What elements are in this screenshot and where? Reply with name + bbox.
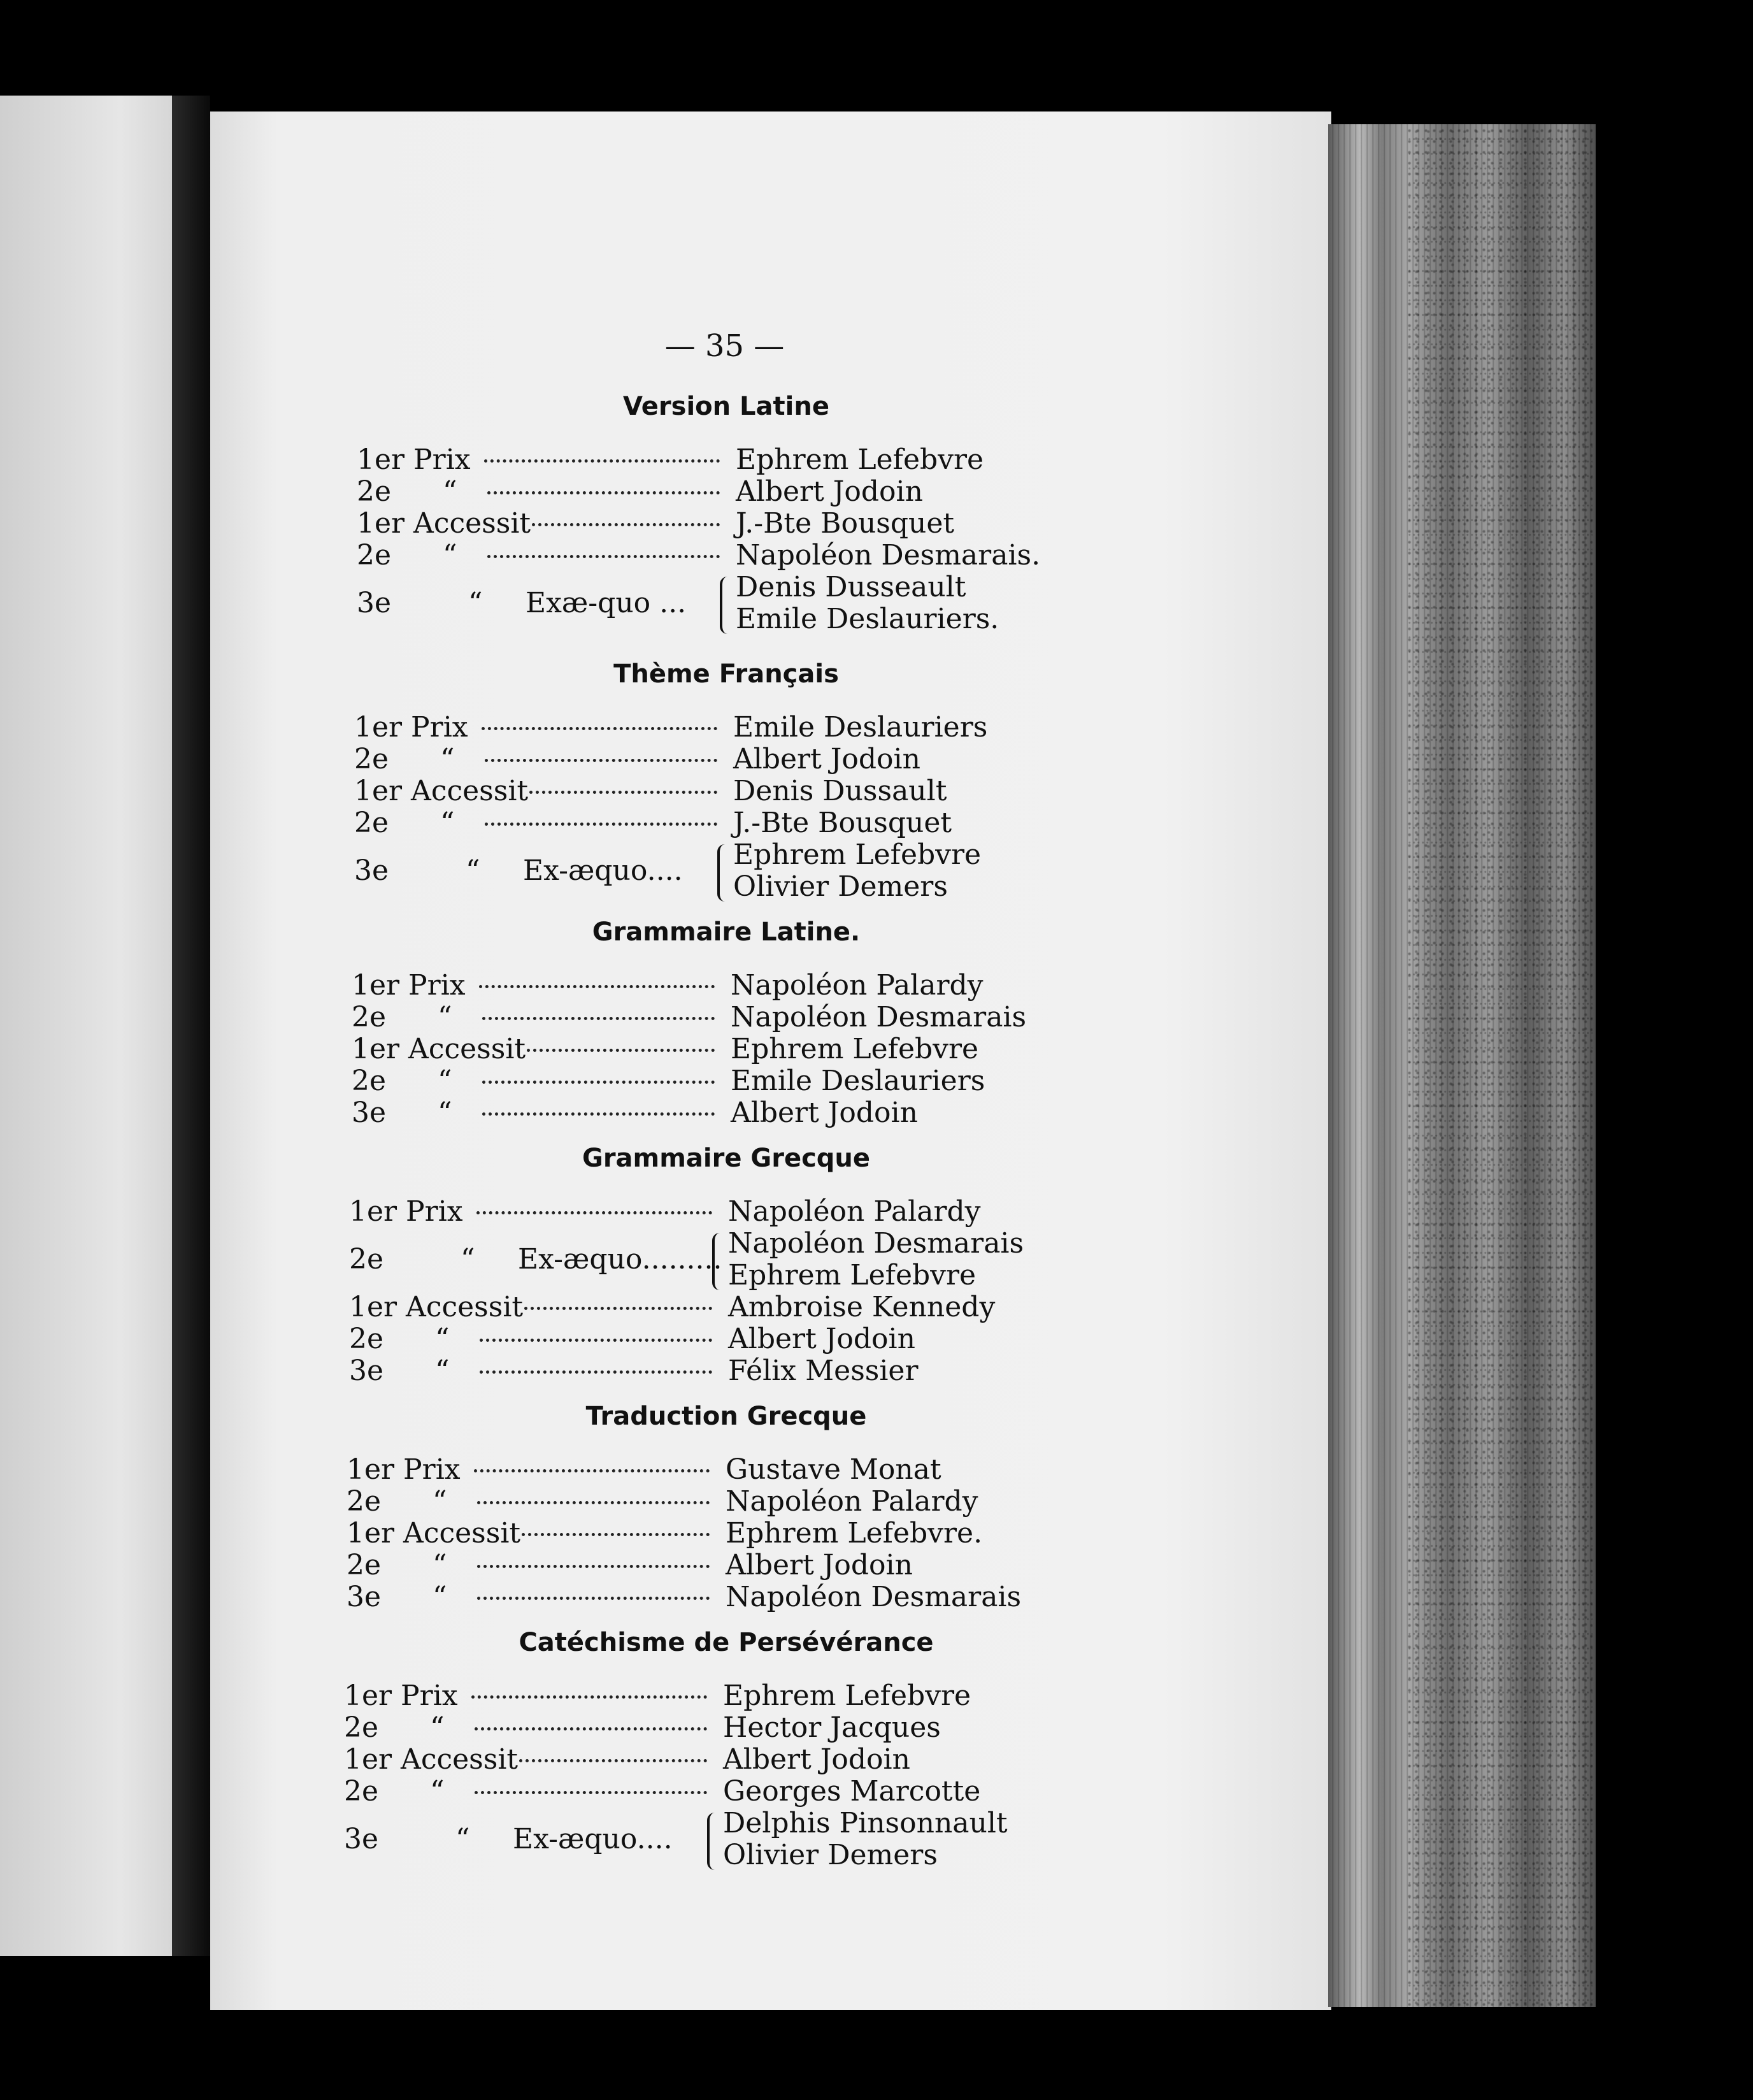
prize-label: 2e <box>352 1065 387 1097</box>
ditto-mark: “ <box>443 475 457 508</box>
dot-leaders <box>480 1339 712 1342</box>
ditto-mark: “ <box>438 1065 452 1097</box>
dot-leaders <box>471 1695 707 1699</box>
dot-leaders <box>487 491 720 494</box>
winner-name: Denis Dusseault <box>736 571 966 603</box>
prize-label: 2e <box>352 1001 387 1033</box>
prize-label: 2e <box>357 539 392 572</box>
section-heading: Traduction Grecque <box>585 1402 867 1431</box>
ditto-mark: “ <box>466 854 480 887</box>
section-heading: Catéchisme de Persévérance <box>519 1628 934 1657</box>
dot-leaders <box>474 1469 710 1472</box>
dot-leaders <box>485 823 717 826</box>
ex-aequo-note: Ex-æquo......... <box>518 1243 722 1276</box>
prize-label: 1er Accessit <box>357 507 531 540</box>
prize-label: 3e <box>344 1823 379 1855</box>
prize-label: 3e <box>349 1355 384 1387</box>
winner-name: Félix Messier <box>728 1355 919 1387</box>
prize-label: 1er Prix <box>357 443 471 476</box>
prize-label: 1er Accessit <box>354 775 529 807</box>
winner-name: Napoléon Palardy <box>728 1195 981 1228</box>
prize-label: 2e <box>354 743 389 775</box>
dot-leaders <box>482 1112 715 1116</box>
ditto-mark: “ <box>440 807 455 839</box>
winner-name: Napoléon Desmarais <box>731 1001 1027 1033</box>
dot-leaders <box>477 1565 710 1568</box>
dot-leaders <box>532 523 720 526</box>
ditto-mark: “ <box>435 1323 450 1355</box>
winner-name: Napoléon Desmarais. <box>736 539 1041 572</box>
winner-name: Napoléon Palardy <box>731 969 984 1002</box>
prize-label: 2e <box>357 475 392 508</box>
dot-leaders <box>477 1597 710 1600</box>
winner-name: Georges Marcotte <box>723 1775 981 1808</box>
dot-leaders <box>484 459 720 463</box>
winner-name: Albert Jodoin <box>728 1323 915 1355</box>
prize-label: 3e <box>354 854 389 887</box>
ex-aequo-note: Ex-æquo.... <box>523 854 683 887</box>
prize-label: 1er Prix <box>349 1195 463 1228</box>
prize-label: 2e <box>349 1323 384 1355</box>
winner-name: Napoléon Palardy <box>726 1485 978 1518</box>
winner-name: Delphis Pinsonnault <box>723 1807 1008 1839</box>
prize-label: 2e <box>344 1711 379 1744</box>
prize-label: 3e <box>352 1097 387 1129</box>
brace <box>720 577 729 634</box>
dot-leaders <box>479 985 715 988</box>
prize-label: 2e <box>344 1775 379 1808</box>
prize-label: 1er Accessit <box>344 1743 519 1776</box>
dot-leaders <box>480 1370 712 1374</box>
ex-aequo-note: Exæ-quo ... <box>526 587 687 619</box>
winner-name: Napoléon Desmarais <box>726 1581 1022 1613</box>
ditto-mark: “ <box>440 743 455 775</box>
brace <box>707 1813 716 1870</box>
ditto-mark: “ <box>455 1823 470 1855</box>
book-gutter <box>172 96 210 1956</box>
winner-name: J.-Bte Bousquet <box>733 807 952 839</box>
dot-leaders <box>519 1759 707 1762</box>
page-number: — 35 — <box>664 328 785 364</box>
ditto-mark: “ <box>430 1711 445 1744</box>
winner-name: Ambroise Kennedy <box>728 1291 996 1323</box>
section-heading: Thème Français <box>613 659 839 689</box>
prize-label: 1er Prix <box>347 1453 461 1486</box>
ditto-mark: “ <box>443 539 457 572</box>
winner-name: Ephrem Lefebvre <box>733 838 982 871</box>
ditto-mark: “ <box>433 1581 447 1613</box>
ditto-mark: “ <box>430 1775 445 1808</box>
section-heading: Grammaire Latine. <box>592 917 861 947</box>
winner-name: Ephrem Lefebvre <box>736 443 984 476</box>
ditto-mark: “ <box>433 1485 447 1518</box>
prize-label: 1er Prix <box>352 969 466 1002</box>
prize-label: 2e <box>347 1549 382 1581</box>
winner-name: Denis Dussault <box>733 775 947 807</box>
previous-page-edge <box>0 96 172 1956</box>
prize-label: 1er Accessit <box>349 1291 524 1323</box>
dot-leaders <box>477 1501 710 1504</box>
prize-label: 3e <box>357 587 392 619</box>
prize-label: 3e <box>347 1581 382 1613</box>
brace <box>712 1233 721 1290</box>
winner-name: Albert Jodoin <box>723 1743 910 1776</box>
winner-name: Ephrem Lefebvre <box>723 1679 971 1712</box>
dot-leaders <box>487 555 720 558</box>
dot-leaders <box>475 1727 707 1730</box>
winner-name: Napoléon Desmarais <box>728 1227 1024 1260</box>
winner-name: Ephrem Lefebvre <box>731 1033 979 1065</box>
ditto-mark: “ <box>468 587 483 619</box>
winner-name: Albert Jodoin <box>736 475 923 508</box>
dot-leaders <box>527 1049 715 1052</box>
ditto-mark: “ <box>438 1097 452 1129</box>
ditto-mark: “ <box>433 1549 447 1581</box>
winner-name: Olivier Demers <box>733 870 948 903</box>
ex-aequo-note: Ex-æquo.... <box>513 1823 673 1855</box>
prize-label: 2e <box>354 807 389 839</box>
winner-name: J.-Bte Bousquet <box>736 507 955 540</box>
winner-name: Albert Jodoin <box>726 1549 913 1581</box>
prize-label: 2e <box>347 1485 382 1518</box>
ditto-mark: “ <box>435 1355 450 1387</box>
prize-label: 1er Accessit <box>352 1033 526 1065</box>
dot-leaders <box>476 1211 712 1214</box>
winner-name: Emile Deslauriers <box>731 1065 985 1097</box>
ditto-mark: “ <box>438 1001 452 1033</box>
winner-name: Albert Jodoin <box>731 1097 918 1129</box>
winner-name: Ephrem Lefebvre <box>728 1259 977 1291</box>
section-heading: Grammaire Grecque <box>582 1144 871 1173</box>
prize-label: 1er Prix <box>344 1679 458 1712</box>
prize-label: 2e <box>349 1243 384 1276</box>
winner-name: Albert Jodoin <box>733 743 920 775</box>
dot-leaders <box>482 1081 715 1084</box>
ditto-mark: “ <box>461 1243 475 1276</box>
page-stack-speckle <box>1408 127 1592 2007</box>
dot-leaders <box>482 1017 715 1020</box>
prize-label: 1er Accessit <box>347 1517 521 1550</box>
dot-leaders <box>529 791 717 794</box>
dot-leaders <box>522 1533 710 1536</box>
brace <box>717 844 726 902</box>
winner-name: Olivier Demers <box>723 1839 938 1871</box>
winner-name: Emile Deslauriers <box>733 711 988 744</box>
winner-name: Hector Jacques <box>723 1711 941 1744</box>
dot-leaders <box>475 1791 707 1794</box>
dot-leaders <box>482 727 717 730</box>
winner-name: Gustave Monat <box>726 1453 941 1486</box>
dot-leaders <box>485 759 717 762</box>
dot-leaders <box>524 1307 712 1310</box>
section-heading: Version Latine <box>623 392 829 421</box>
winner-name: Ephrem Lefebvre. <box>726 1517 983 1550</box>
winner-name: Emile Deslauriers. <box>736 603 999 635</box>
prize-label: 1er Prix <box>354 711 468 744</box>
